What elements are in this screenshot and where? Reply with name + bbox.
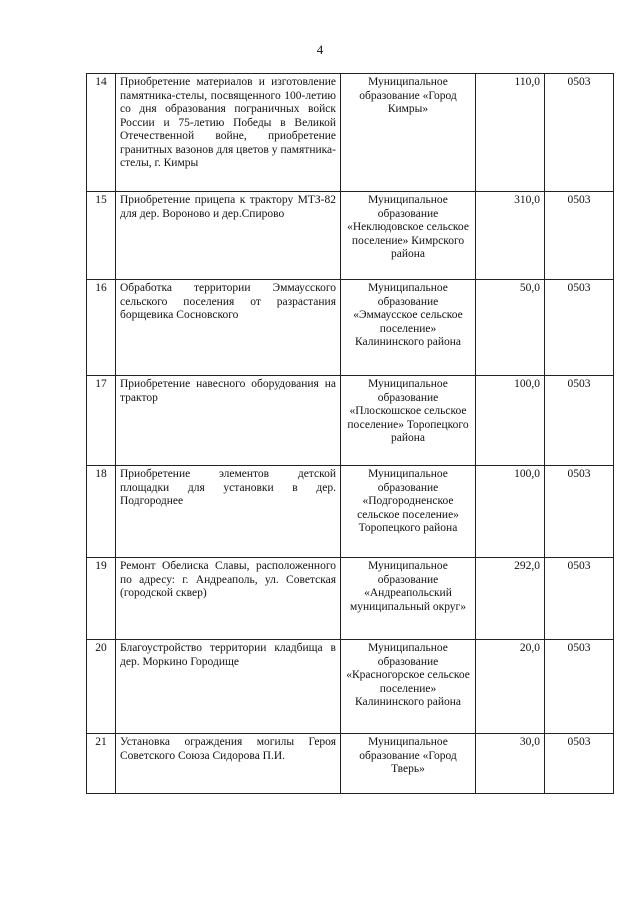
- row-amount: 100,0: [476, 376, 545, 466]
- table-row: [87, 280, 614, 376]
- row-recipient: Муниципальное образование «Плоскошское сельское поселение» Торопецкого района: [341, 376, 476, 466]
- table-row: [87, 558, 614, 640]
- row-number: 17: [87, 376, 116, 466]
- table-row: [87, 734, 614, 794]
- row-amount: 100,0: [476, 466, 545, 558]
- row-recipient: Муниципальное образование «Красногорское сельское поселение» Калининского района: [341, 640, 476, 734]
- row-amount: 292,0: [476, 558, 545, 640]
- row-recipient: Муниципальное образование «Андреапольский муниципальный округ»: [341, 558, 476, 640]
- table-row: [87, 466, 614, 558]
- subsidy-table: [86, 73, 614, 794]
- row-description: Приобретение прицепа к трактору МТЗ-82 для дер. Вороново и дер.Спирово: [116, 192, 341, 280]
- row-code: 0503: [545, 734, 614, 794]
- row-code: 0503: [545, 74, 614, 192]
- row-amount: 310,0: [476, 192, 545, 280]
- row-code: 0503: [545, 280, 614, 376]
- row-recipient: Муниципальное образование «Город Кимры»: [341, 74, 476, 192]
- row-amount: 110,0: [476, 74, 545, 192]
- row-description: Благоустройство территории кладбища в дер. Моркино Городище: [116, 640, 341, 734]
- row-code: 0503: [545, 376, 614, 466]
- row-description: Ремонт Обелиска Славы, расположенного по адресу: г. Андреаполь, ул. Советская (городской сквер): [116, 558, 341, 640]
- row-description: Приобретение элементов детской площадки для установки в дер. Подгороднее: [116, 466, 341, 558]
- row-description: Приобретение материалов и изготовление памятника-стелы, посвященного 100-летию со дня образования пограничных войск России и 75-летию Победы в Великой Отечественной войне, приобретение гранитных вазонов для цветов у памятника-стелы, г. Кимры: [116, 74, 341, 192]
- row-code: 0503: [545, 558, 614, 640]
- row-number: 21: [87, 734, 116, 794]
- row-recipient: Муниципальное образование «Подгородненское сельское поселение» Торопецкого района: [341, 466, 476, 558]
- row-number: 20: [87, 640, 116, 734]
- table-row: [87, 74, 614, 192]
- row-description: Обработка территории Эммаусского сельского поселения от разрастания борщевика Сосновского: [116, 280, 341, 376]
- row-description: Установка ограждения могилы Героя Советского Союза Сидорова П.И.: [116, 734, 341, 794]
- table-row: [87, 640, 614, 734]
- row-code: 0503: [545, 640, 614, 734]
- row-recipient: Муниципальное образование «Эммаусское сельское поселение» Калининского района: [341, 280, 476, 376]
- row-amount: 20,0: [476, 640, 545, 734]
- row-number: 18: [87, 466, 116, 558]
- row-number: 16: [87, 280, 116, 376]
- row-number: 19: [87, 558, 116, 640]
- row-number: 15: [87, 192, 116, 280]
- row-amount: 50,0: [476, 280, 545, 376]
- row-number: 14: [87, 74, 116, 192]
- row-description: Приобретение навесного оборудования на трактор: [116, 376, 341, 466]
- row-code: 0503: [545, 192, 614, 280]
- table-row: [87, 376, 614, 466]
- table-row: [87, 192, 614, 280]
- row-amount: 30,0: [476, 734, 545, 794]
- row-code: 0503: [545, 466, 614, 558]
- row-recipient: Муниципальное образование «Город Тверь»: [341, 734, 476, 794]
- row-recipient: Муниципальное образование «Неклюдовское сельское поселение» Кимрского района: [341, 192, 476, 280]
- page-number: 4: [316, 42, 324, 57]
